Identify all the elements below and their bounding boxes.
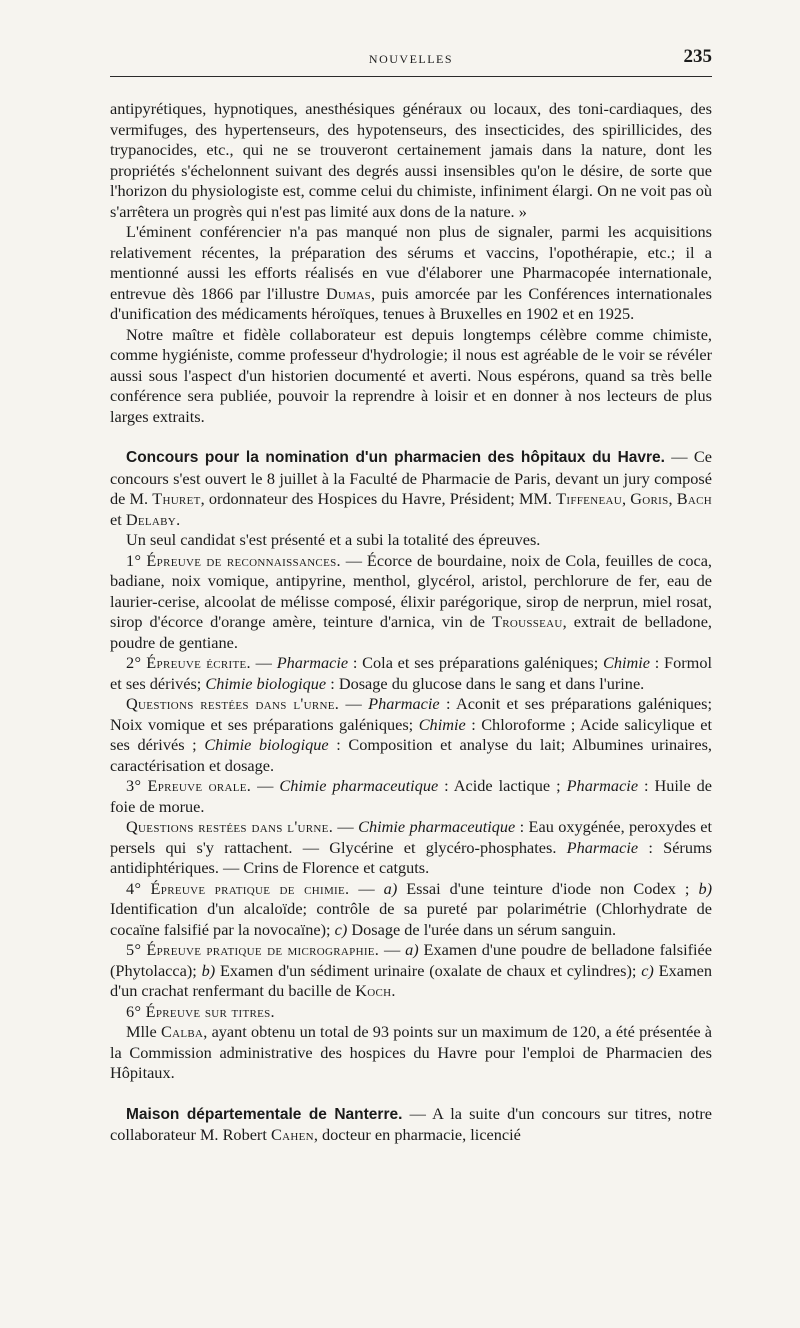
person-name: Trousseau: [491, 612, 563, 631]
section-title-nanterre: Maison départementale de Nanterre.: [126, 1105, 403, 1123]
intro-paragraph-3: Notre maître et fidèle collaborateur est depuis longtemps célèbre comme chimiste, comme hygiéniste, comme professeur d'hydrologie; il nous est agréable de le voir se révéler aussi sous l'aspect d'un historien documenté et averti. Nous espérons, quand sa très belle conférence sera publiée, pouvoir la reprendre à loisir et en donner à nos lecteurs de plus larges extraits.: [110, 324, 712, 426]
page-number: 235: [683, 46, 712, 67]
person-name: Bach: [676, 489, 713, 508]
questions-urne-2: Questions restées dans l'urne. — Chimie pharmaceutique : Eau oxygénée, peroxydes et persels qui s'y rattachent. — Glycérine et glycéro-phosphates. Pharmacie : Sérums antidiphtériques. — Crins de Florence et catguts.: [110, 817, 713, 877]
person-name: Koch: [355, 981, 392, 1000]
epreuve-1: 1° Épreuve de reconnaissances. — Écorce de bourdaine, noix de Cola, feuilles de coca, badiane, noix vomique, antipyrine, menthol, glycérol, aristol, perchlorure de fer, eau de laurier-cerise, alcoolat de mélisse composé, élixir parégorique, sirop de nerprun, miel rosat, sirop d'écorce d'orange amère, teinture d'arnica, vin de Trousseau, extrait de belladone, poudre de gentiane.: [110, 550, 713, 652]
epreuve-label: 4° Épreuve pratique de chimie.: [126, 878, 350, 898]
nanterre-paragraph: Maison départementale de Nanterre. — A la suite d'un concours sur titres, notre collaborateur M. Robert Cahen, docteur en pharmacie, licencié: [110, 1103, 712, 1144]
intro-paragraph-1: antipyrétiques, hypnotiques, anesthésiques généraux ou locaux, des toni-cardiaques, des vermifuges, des hypertenseurs, des hypotenseurs, des insecticides, des spirillicides, des trypanocides, etc., qui ne se trouveront certainement jamais dans la nature, dont les propriétés s'échelonnent suivant des degrés aussi insensibles qu'on le désire, de sorte que l'horizon du physiologiste est, comme celui du chimiste, infiniment élargi. On ne voit pas où s'arrêtera un progrès qui n'est pas limité aux dons de la nature. »: [110, 99, 712, 221]
person-name: Calba: [160, 1022, 204, 1041]
person-name: Goris: [630, 489, 669, 508]
questions-urne-1: Questions restées dans l'urne. — Pharmacie : Aconit et ses préparations galéniques; Noix vomique et ses préparations galéniques; Chimie : Chloroforme ; Acide salicylique et ses dérivés ; Chimie biologique : Composition et analyse du lait; Albumines urinaires, caractérisation et dosage.: [110, 694, 713, 775]
person-name: Delaby: [125, 509, 177, 529]
epreuve-label: 3° Epreuve orale.: [126, 776, 252, 795]
epreuve-label: 1° Épreuve de reconnaissances.: [126, 550, 341, 570]
article-body: [110, 99, 712, 1146]
result-paragraph: Mlle Calba, ayant obtenu un total de 93 points sur un maximum de 120, a été présentée à la Commission administrative des hospices du Havre pour l'emploi de Pharmacien des Hôpitaux.: [110, 1022, 712, 1082]
epreuve-4: 4° Épreuve pratique de chimie. — a) Essai d'une teinture d'iode non Codex ; b) Identification d'un alcaloïde; contrôle de sa pureté par polarimétrie (Chlorhydrate de cocaïne falsifié par la novocaïne); c) Dosage de l'urée dans un sérum sanguin.: [110, 878, 713, 939]
epreuve-label: 5° Épreuve pratique de micrographie.: [126, 940, 380, 959]
epreuve-6: [110, 1002, 712, 1023]
epreuve-label: Questions restées dans l'urne.: [126, 694, 340, 713]
epreuve-2: 2° Épreuve écrite. — Pharmacie : Cola et ses préparations galéniques; Chimie : Formol et ses dérivés; Chimie biologique : Dosage du glucose dans le sang et dans l'urine.: [110, 653, 713, 693]
epreuve-5: 5° Épreuve pratique de micrographie. — a) Examen d'une poudre de belladone falsifiée (Phytolacca); b) Examen d'un sédiment urinaire (oxalate de chaux et cylindres); c) Examen d'un crachat renfermant du bacille de Koch.: [110, 940, 712, 1000]
epreuve-label: Questions restées dans l'urne.: [126, 817, 334, 836]
person-name: Tiffeneau: [556, 489, 622, 508]
person-name: Cahen: [270, 1125, 314, 1144]
epreuve-label: 6° Épreuve sur titres.: [126, 1001, 275, 1021]
epreuve-label: 2° Épreuve écrite.: [126, 653, 251, 672]
person-name: Dumas: [325, 283, 371, 303]
section-title-concours: Concours pour la nomination d'un pharmacien des hôpitaux du Havre.: [126, 449, 665, 466]
epreuve-3: 3° Epreuve orale. — Chimie pharmaceutique : Acide lactique ; Pharmacie : Huile de foie de morue.: [110, 776, 713, 816]
person-name: Thuret: [152, 489, 201, 508]
running-head: [110, 46, 712, 77]
section-gap: [110, 1084, 712, 1104]
running-title: NOUVELLES: [368, 52, 454, 66]
section-gap: [110, 427, 712, 447]
concours-heading-paragraph: Concours pour la nomination d'un pharmacien des hôpitaux du Havre. — Ce concours s'est ouvert le 8 juillet à la Faculté de Pharmacie de Paris, devant un jury composé de M. Thuret, ordonnateur des Hospices du Havre, Président; MM. Tiffeneau, Goris, Bach et Delaby.: [110, 447, 713, 529]
candidate-paragraph: Un seul candidat s'est présenté et a subi la totalité des épreuves.: [126, 530, 541, 549]
intro-paragraph-2: L'éminent conférencier n'a pas manqué non plus de signaler, parmi les acquisitions relativement récentes, la préparation des sérums et vaccins, l'opothérapie, etc.; il a mentionné aussi les efforts réalisés en vue d'élaborer une Pharmacopée internationale, entrevue dès 1866 par l'illustre Dumas, puis amorcée par les Conférences internationales d'unification des médicaments héroïques, tenues à Bruxelles en 1902 et en 1925.: [110, 222, 712, 323]
